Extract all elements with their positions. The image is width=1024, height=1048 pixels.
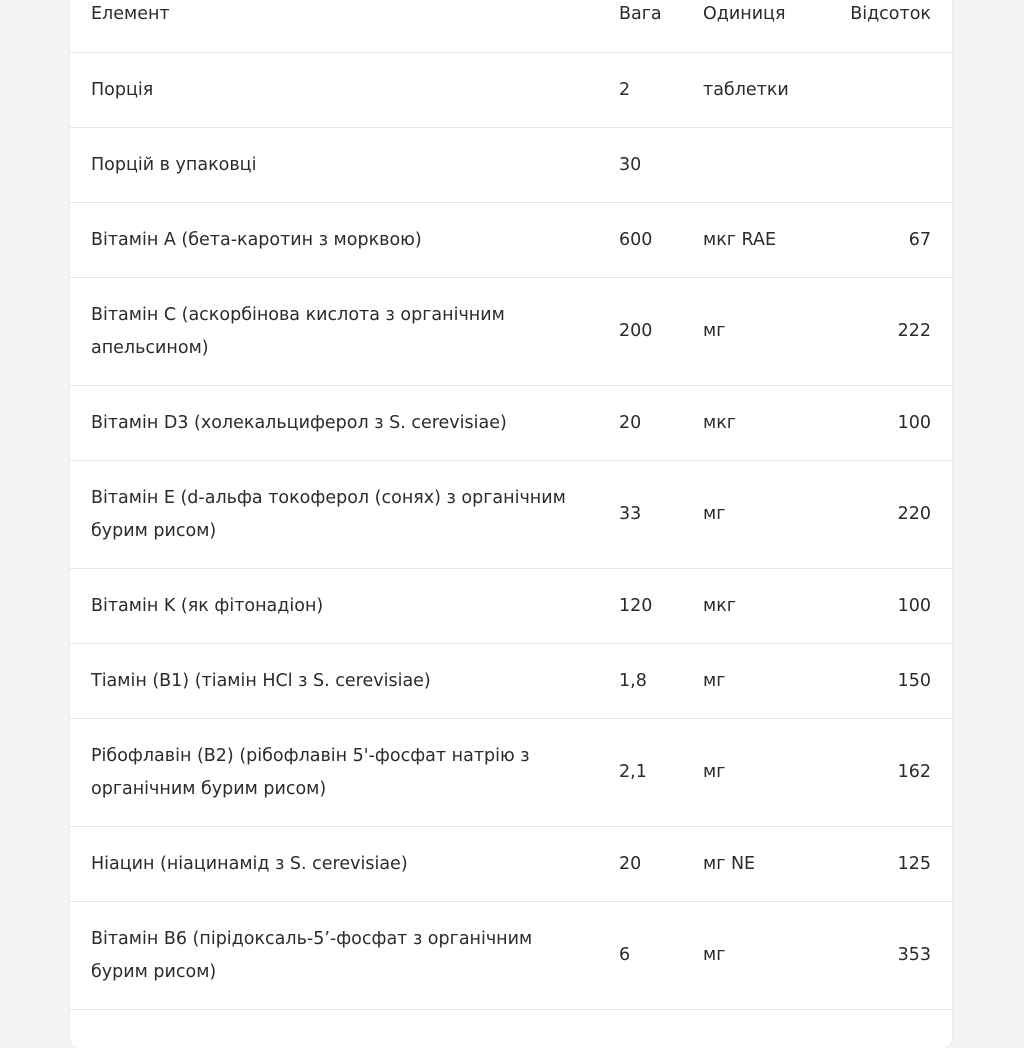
table-row xyxy=(70,902,952,1010)
cell-unit: мг xyxy=(703,321,726,341)
cell-percent: 222 xyxy=(897,321,931,341)
cell-element: Вітамін C (аскорбінова кислота з органічним апельсином) xyxy=(91,304,505,358)
table-row xyxy=(70,461,952,569)
cell-weight: 200 xyxy=(619,321,653,341)
cell-unit: мг xyxy=(703,504,726,524)
cell-percent: 100 xyxy=(897,412,931,433)
cell-unit: таблетки xyxy=(703,79,789,100)
cell-element: Вітамін D3 (холекальциферол з S. cerevisiae) xyxy=(91,412,507,433)
table-row xyxy=(70,386,952,461)
cell-element: Тіамін (B1) (тіамін HCl з S. cerevisiae) xyxy=(91,670,431,691)
cell-weight: 1,8 xyxy=(619,670,647,691)
cell-unit: мкг RAE xyxy=(703,229,777,250)
table-row xyxy=(70,644,952,719)
cell-unit: мг xyxy=(703,670,726,691)
cell-unit: мг xyxy=(703,945,726,965)
cell-element: Рібофлавін (B2) (рібофлавін 5'-фосфат натрію з органічним бурим рисом) xyxy=(91,745,530,799)
cell-weight: 120 xyxy=(619,595,653,616)
table-header-row xyxy=(70,0,952,53)
cell-element: Ніацин (ніацинамід з S. cerevisiae) xyxy=(91,853,408,874)
header-percent: Відсоток xyxy=(850,4,931,24)
cell-percent: 220 xyxy=(897,504,931,524)
cell-percent: 125 xyxy=(897,853,931,874)
cell-weight: 2,1 xyxy=(619,762,647,782)
cell-percent: 67 xyxy=(908,229,931,250)
cell-unit: мкг xyxy=(703,412,736,433)
cell-weight: 6 xyxy=(619,945,631,965)
cell-element: Порція xyxy=(91,79,154,100)
table-row xyxy=(70,128,952,203)
cell-unit: мкг xyxy=(703,595,736,616)
cell-element: Вітамін A (бета-каротин з морквою) xyxy=(91,229,422,250)
cell-percent: 100 xyxy=(897,595,931,616)
cell-weight: 30 xyxy=(619,154,642,175)
table-row xyxy=(70,53,952,128)
table-row xyxy=(70,569,952,644)
cell-element: Вітамін K (як фітонадіон) xyxy=(91,595,324,616)
table-row xyxy=(70,278,952,386)
header-weight: Вага xyxy=(619,4,662,24)
cell-unit: мг xyxy=(703,762,726,782)
table-row xyxy=(70,203,952,278)
cell-weight: 2 xyxy=(619,79,631,100)
cell-percent: 353 xyxy=(897,945,931,965)
nutrition-table xyxy=(70,0,952,1010)
cell-percent: 162 xyxy=(897,762,931,782)
cell-weight: 600 xyxy=(619,229,653,250)
nutrition-table-card xyxy=(70,0,952,1048)
cell-element: Порцій в упаковці xyxy=(91,154,257,175)
cell-element: Вітамін B6 (пірідоксаль-5’-фосфат з органічним бурим рисом) xyxy=(91,928,533,982)
header-unit: Одиниця xyxy=(703,4,786,24)
cell-weight: 20 xyxy=(619,412,642,433)
cell-weight: 33 xyxy=(619,504,642,524)
cell-percent: 150 xyxy=(897,670,931,691)
table-row xyxy=(70,827,952,902)
cell-weight: 20 xyxy=(619,853,642,874)
cell-unit: мг NE xyxy=(703,853,756,874)
cell-element: Вітамін E (d-альфа токоферол (сонях) з органічним бурим рисом) xyxy=(91,487,566,541)
table-row xyxy=(70,719,952,827)
header-element: Елемент xyxy=(91,4,170,24)
